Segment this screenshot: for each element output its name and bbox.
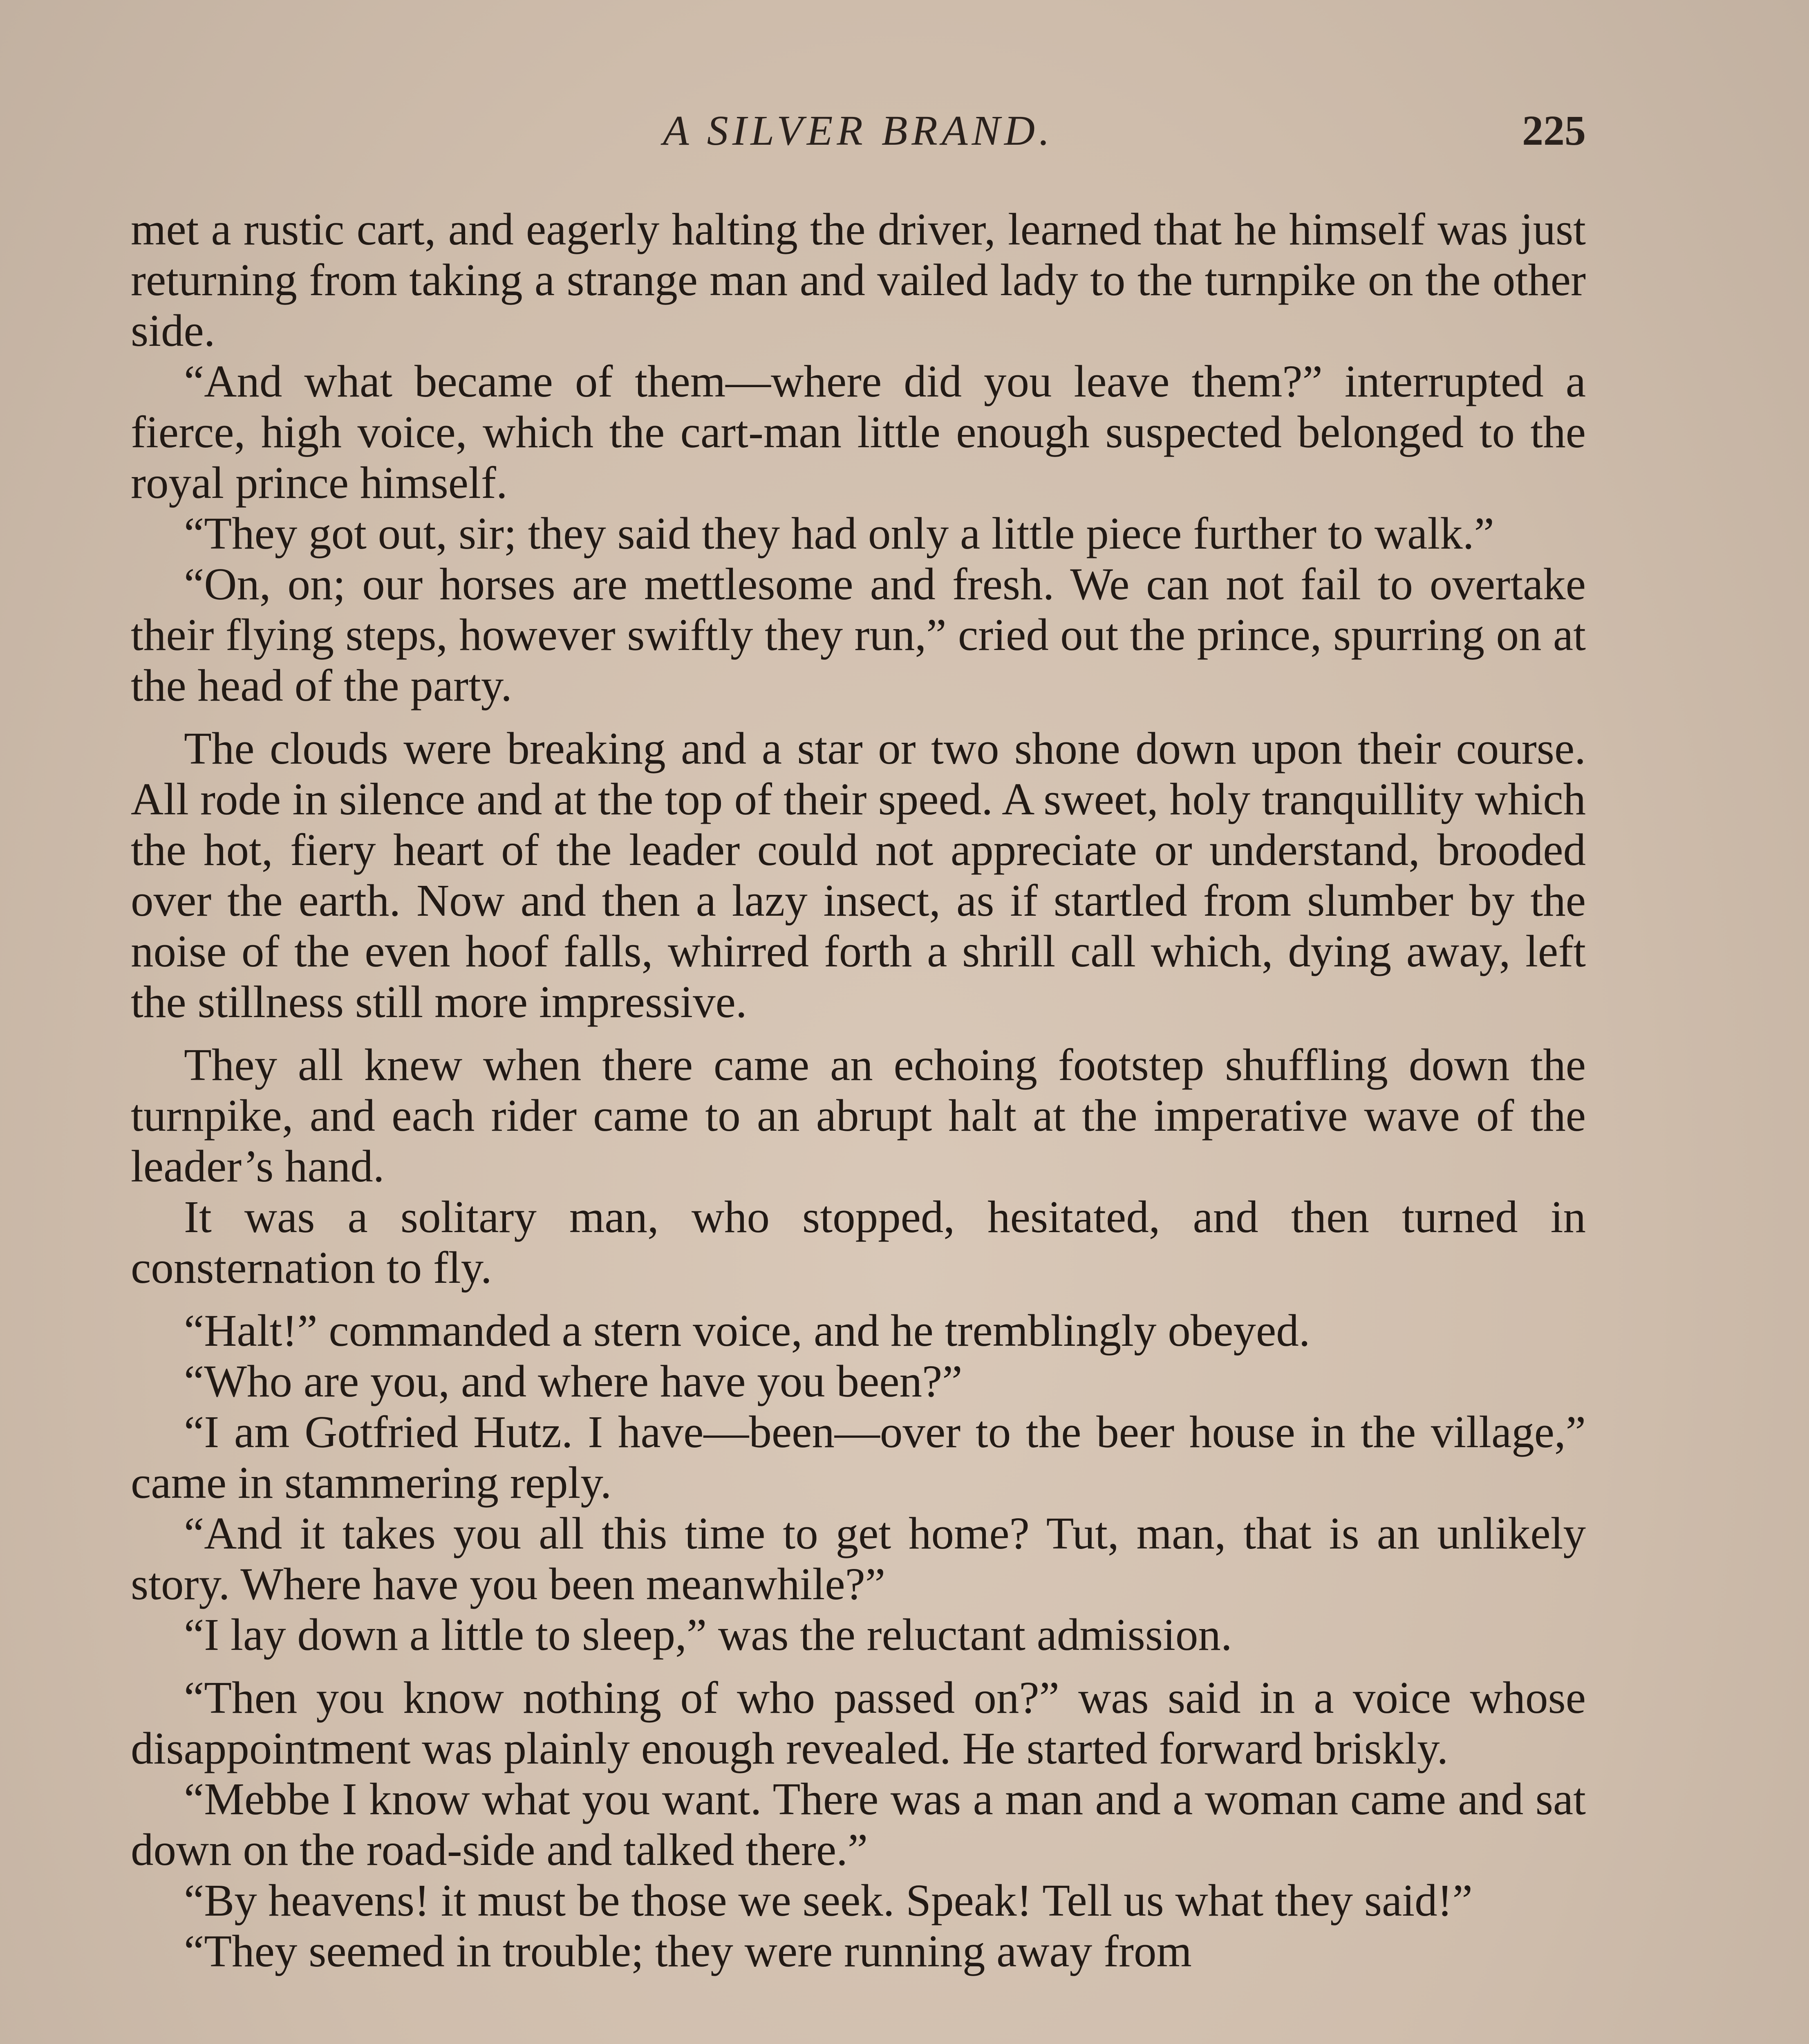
paragraph: They all knew when there came an echoing footstep shuffling down the turnpike, and each rider came to an abrupt halt at the imperative wave of the leader’s hand.: [131, 1040, 1586, 1192]
paragraph: “I am Gotfried Hutz. I have—been—over to the beer house in the village,” came in stammering reply.: [131, 1407, 1586, 1508]
paragraph: met a rustic cart, and eagerly halting the driver, learned that he himself was just returning from taking a strange man and vailed lady to the turnpike on the other side.: [131, 204, 1586, 356]
paragraph: “They got out, sir; they said they had only a little piece further to walk.”: [184, 509, 1494, 559]
paragraph: “Mebbe I know what you want. There was a man and a woman came and sat down on the road-side and talked there.”: [131, 1774, 1586, 1875]
paragraph: “I lay down a little to sleep,” was the reluctant admission.: [184, 1610, 1232, 1660]
paragraph: “Then you know nothing of who passed on?” was said in a voice whose disappointment was plainly enough revealed. He started forward briskly.: [131, 1673, 1586, 1774]
paragraph: “By heavens! it must be those we seek. Speak! Tell us what they said!”: [184, 1876, 1473, 1926]
page-number: 225: [1522, 107, 1586, 154]
paragraph: “And what became of them—where did you leave them?” interrupted a fierce, high voice, which the cart-man little enough suspected belonged to the royal prince himself.: [131, 356, 1586, 508]
paragraph: “Halt!” commanded a stern voice, and he tremblingly obeyed.: [184, 1306, 1310, 1356]
body-text: [131, 204, 1586, 1977]
paragraph: The clouds were breaking and a star or two shone down upon their course. All rode in silence and at the top of their speed. A sweet, holy tranquillity which the hot, fiery heart of the leader could not appreciate or understand, brooded over the earth. Now and then a lazy insect, as if startled from slumber by the noise of the even hoof falls, whirred forth a shrill call which, dying away, left the stillness still more impressive.: [131, 724, 1586, 1027]
running-title: A SILVER BRAND.: [663, 107, 1054, 154]
paragraph: It was a solitary man, who stopped, hesitated, and then turned in consternation to fly.: [131, 1192, 1586, 1293]
paragraph: “And it takes you all this time to get home? Tut, man, that is an unlikely story. Where have you been meanwhile?”: [131, 1508, 1586, 1609]
paragraph: “They seemed in trouble; they were running away from: [184, 1926, 1192, 1977]
paragraph: “On, on; our horses are mettlesome and fresh. We can not fail to overtake their flying steps, however swiftly they run,” cried out the prince, spurring on at the head of the party.: [131, 559, 1586, 711]
page-header: [131, 102, 1586, 164]
paragraph: “Who are you, and where have you been?”: [184, 1356, 963, 1407]
